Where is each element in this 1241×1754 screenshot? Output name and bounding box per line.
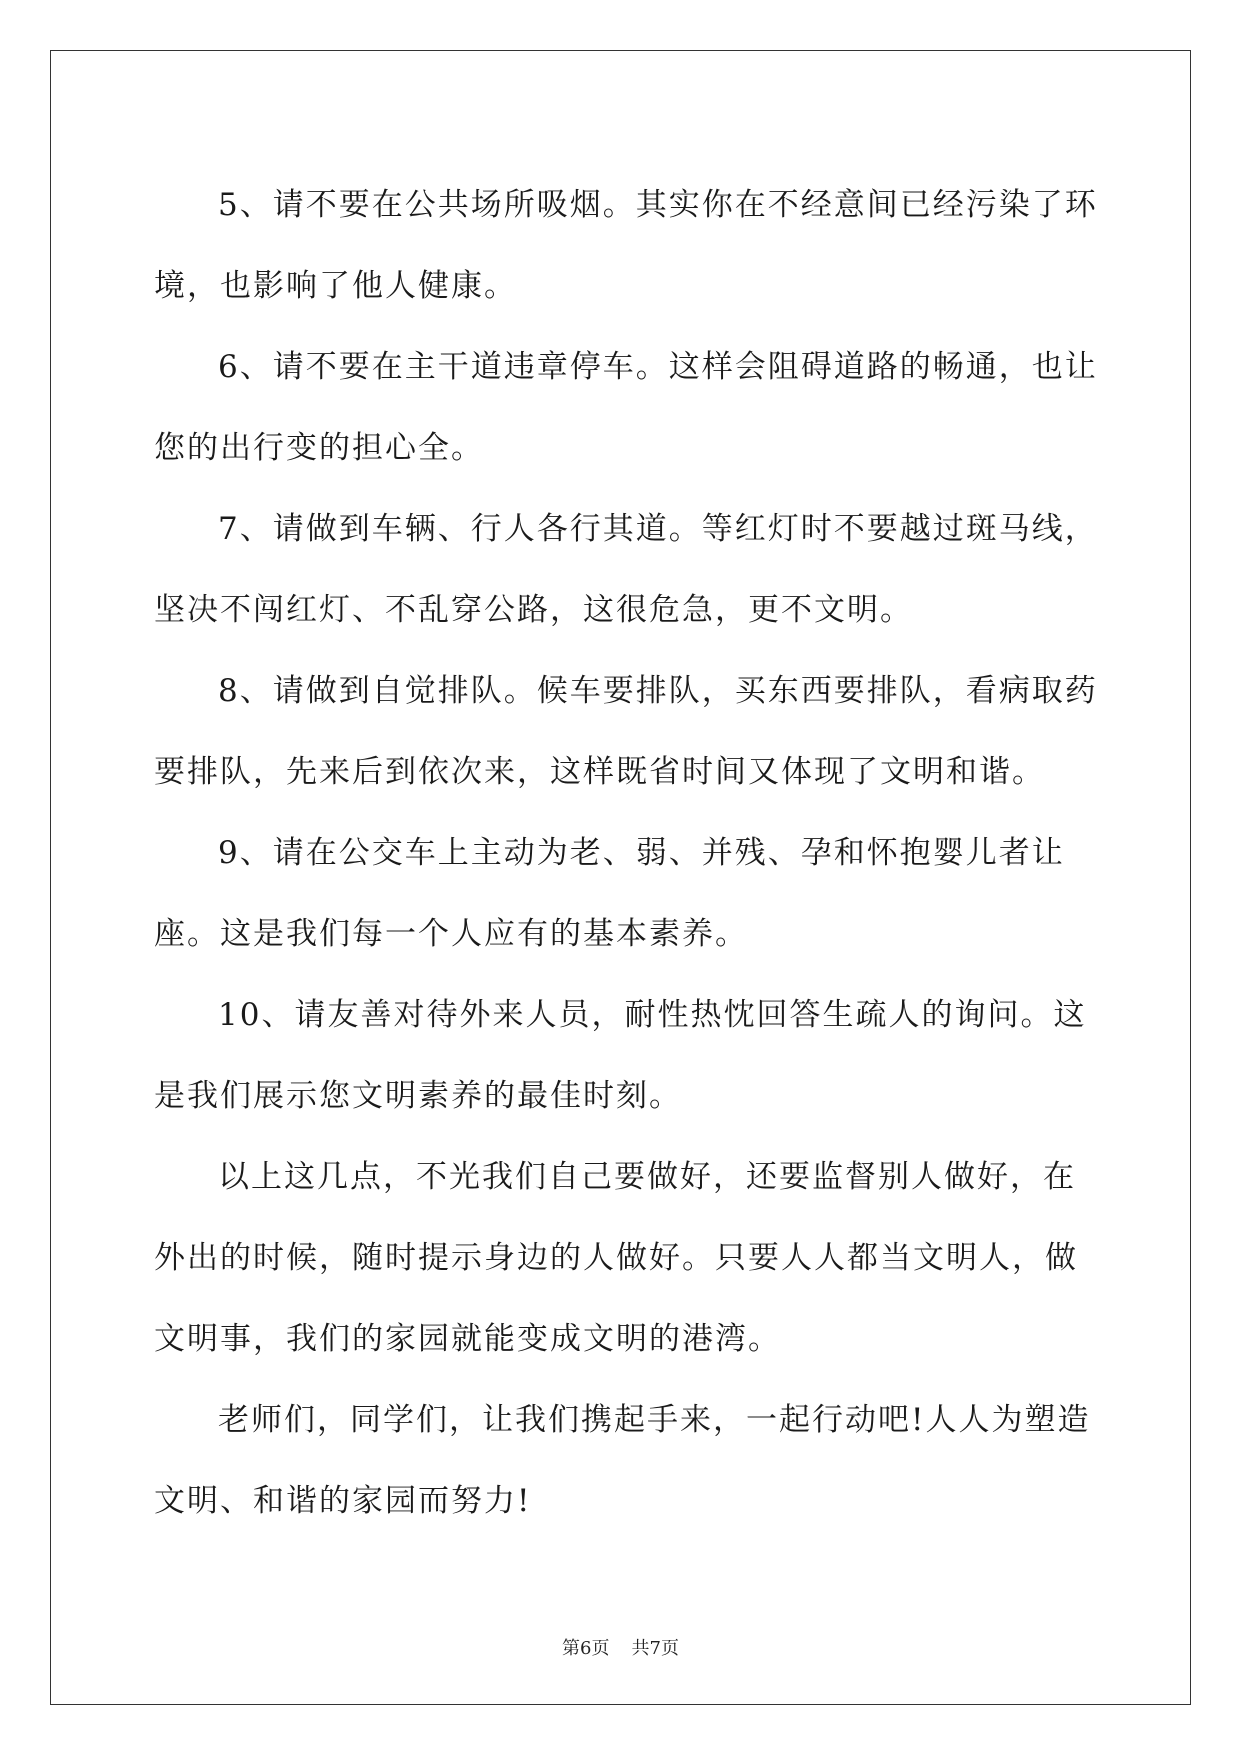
paragraph-8: 8、请做到自觉排队。候车要排队，买东西要排队，看病取药要排队，先来后到依次来，这样既省时间又体现了文明和谐。 (154, 673, 1098, 790)
page-footer (0, 1634, 1241, 1660)
paragraph-6: 6、请不要在主干道违章停车。这样会阻碍道路的畅通，也让您的出行变的担心全。 (154, 349, 1098, 466)
page-number: 第6页 (562, 1638, 610, 1659)
page-total: 共7页 (631, 1638, 679, 1659)
paragraph-summary: 以上这几点，不光我们自己要做好，还要监督别人做好，在外出的时候，随时提示身边的人做好。只要人人都当文明人，做文明事，我们的家园就能变成文明的港湾。 (154, 1159, 1078, 1357)
paragraph-7: 7、请做到车辆、行人各行其道。等红灯时不要越过斑马线，坚决不闯红灯、不乱穿公路，这很危急，更不文明。 (154, 511, 1098, 628)
paragraph-5: 5、请不要在公共场所吸烟。其实你在不经意间已经污染了环境，也影响了他人健康。 (154, 187, 1098, 304)
document-body (154, 165, 1099, 1542)
paragraph-10: 10、请友善对待外来人员，耐性热忱回答生疏人的询问。这是我们展示您文明素养的最佳时刻。 (154, 997, 1087, 1114)
paragraph-9: 9、请在公交车上主动为老、弱、并残、孕和怀抱婴儿者让座。这是我们每一个人应有的基本素养。 (154, 835, 1065, 952)
paragraph-closing: 老师们，同学们，让我们携起手来，一起行动吧!人人为塑造文明、和谐的家园而努力! (154, 1402, 1091, 1519)
